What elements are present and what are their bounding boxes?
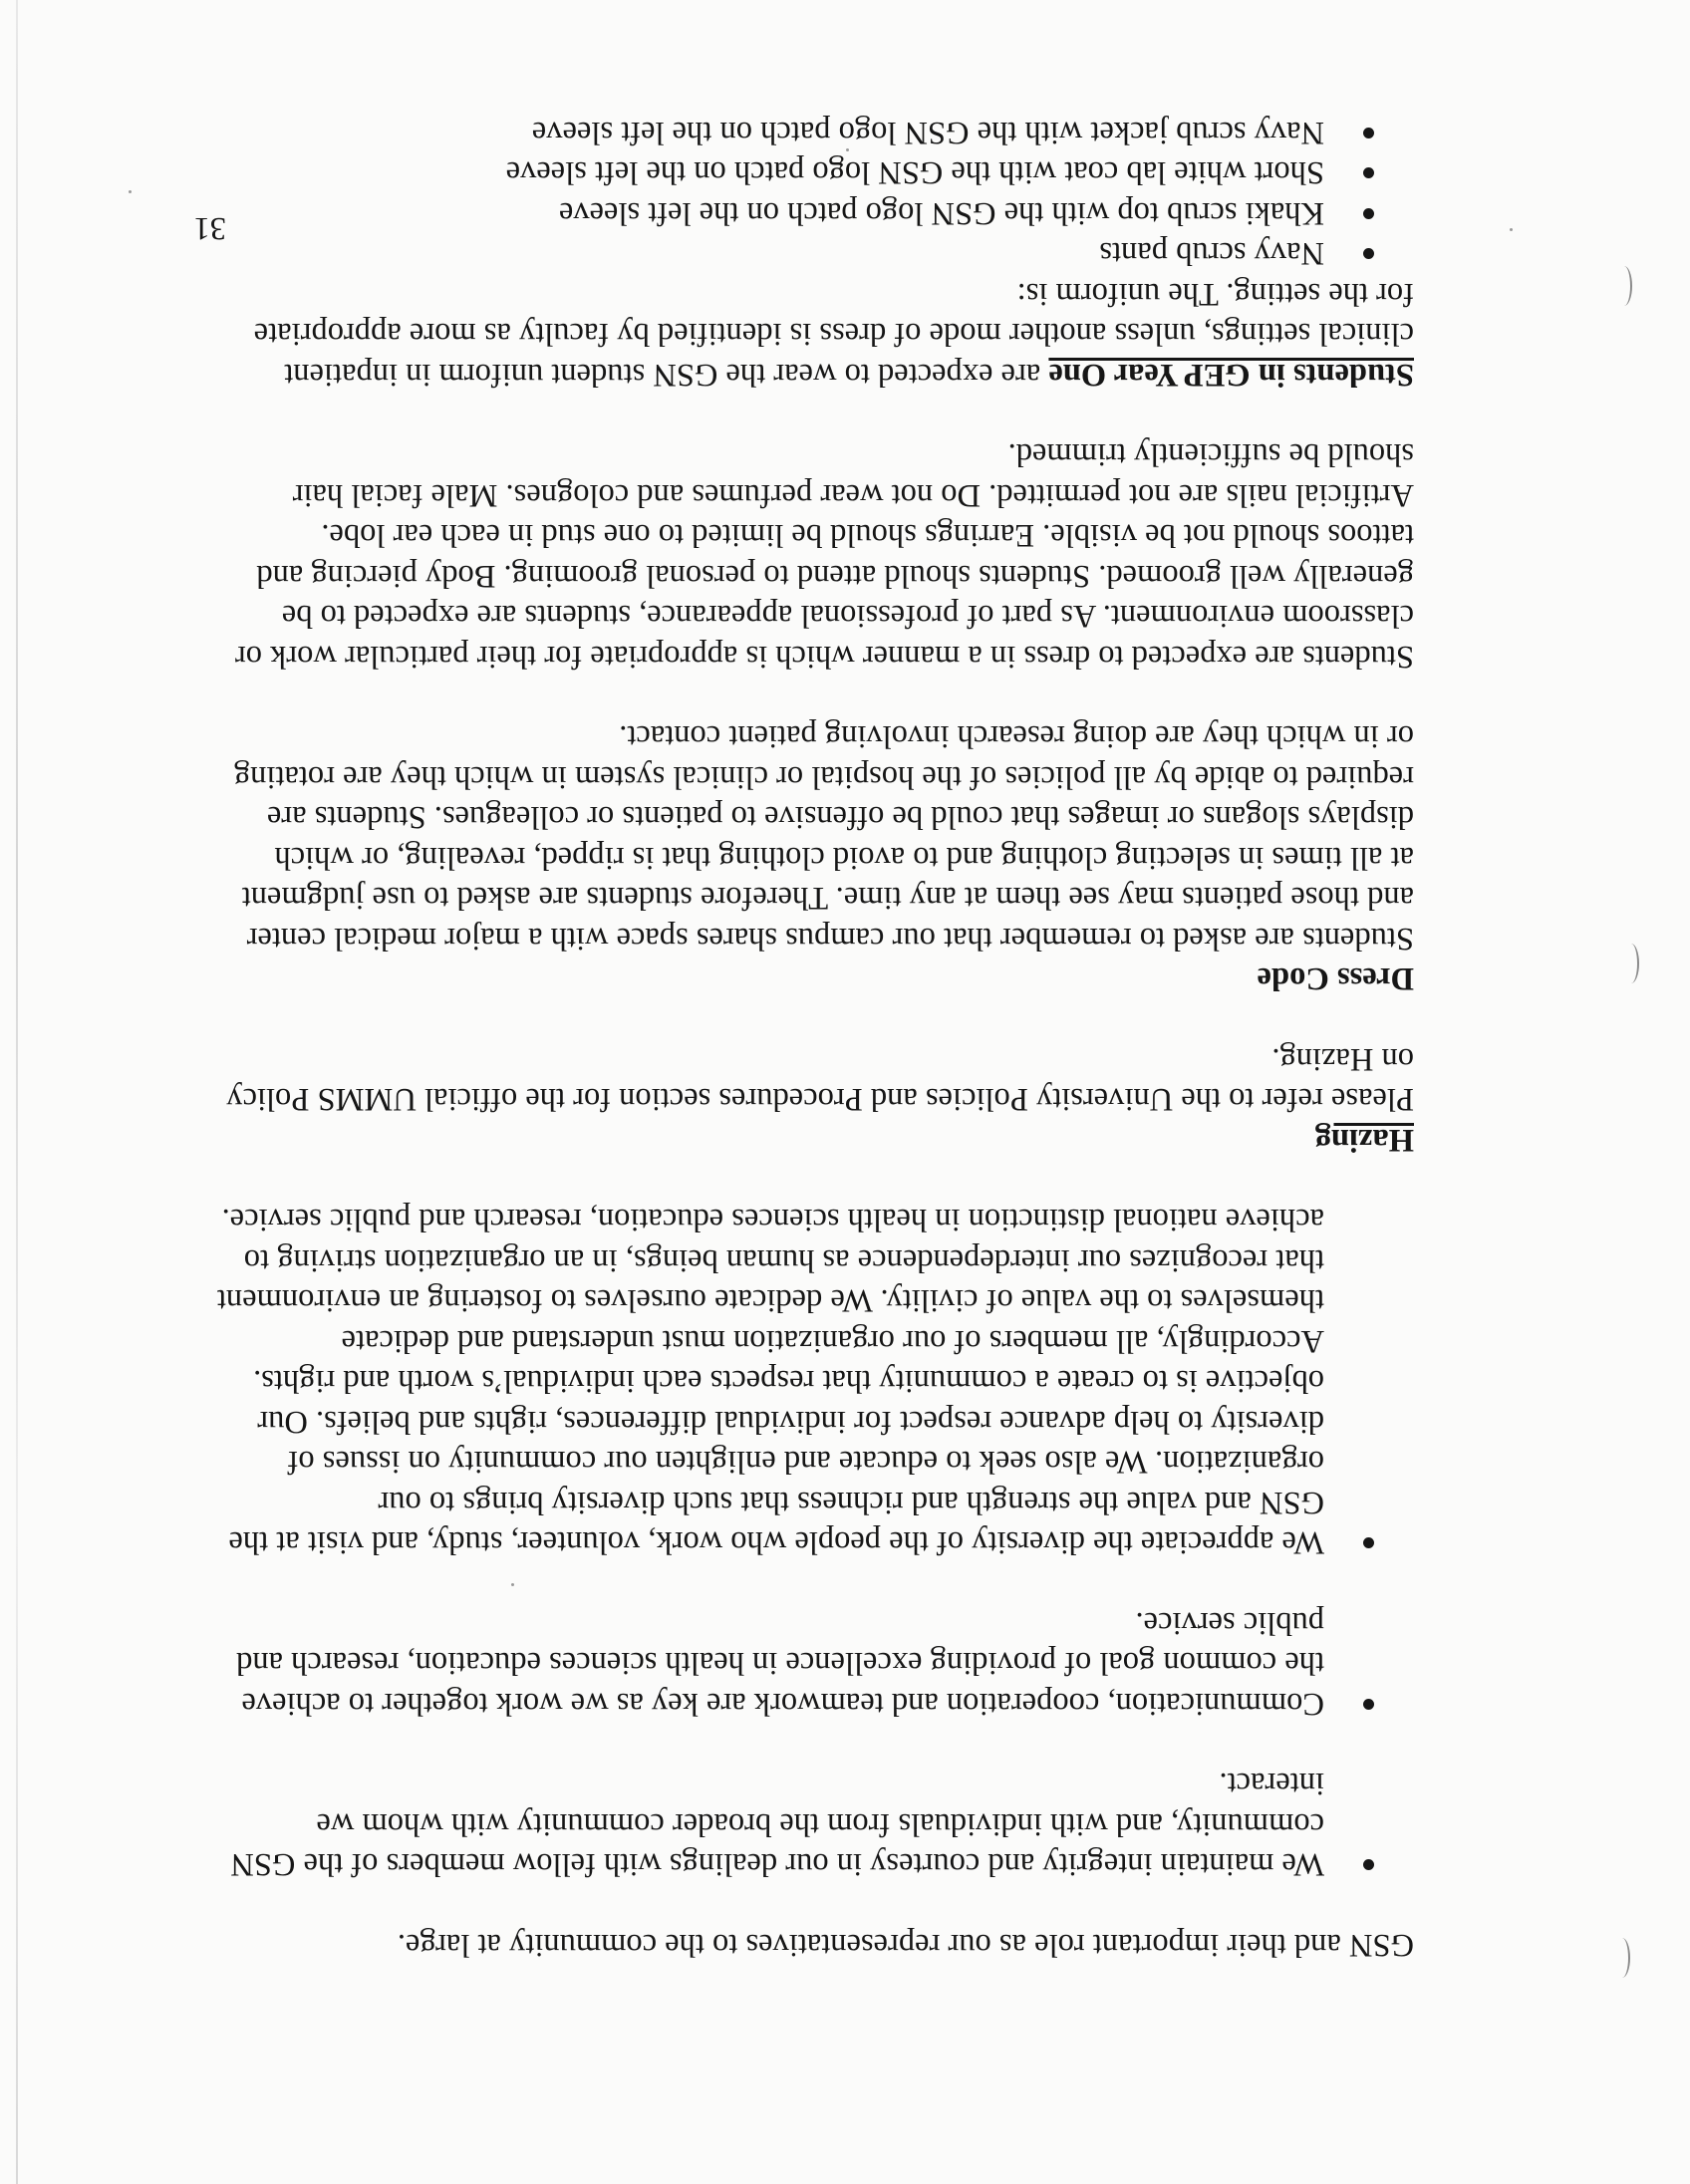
list-item-text: Khaki scrub top with the GSN logo patch on the left sleeve — [558, 195, 1324, 231]
list-item — [213, 113, 1414, 153]
intro-text: GSN and their important role as our representatives to the community at large. — [397, 1927, 1414, 1963]
bullet-icon — [1363, 168, 1374, 179]
bullet-icon — [1363, 249, 1374, 260]
scan-mark — [1616, 266, 1632, 306]
dress-code-paragraph-3-text: are expected to wear the GSN student uniform in inpatient clinical settings, unless another mode of dress is identified by faculty as more appropriate for the setting. The uniform is: — [253, 276, 1414, 393]
dress-code-paragraph-3 — [213, 274, 1414, 396]
scan-mark — [1614, 1938, 1630, 1978]
list-item — [213, 1764, 1414, 1885]
list-item — [213, 1200, 1414, 1563]
dress-code-paragraph-2: Students are expected to dress in a manner which is appropriate for their particular work or classroom environment. As part of professional appearance, students are expected to be generally well groomed. Students should attend to personal grooming. Body piercing and tattoos should not be visible. Earrings should be limited to one stud in each ear lobe. Artificial nails are not permitted. Do not wear perfumes and colognes. Male facial hair should be sufficiently trimmed. — [234, 436, 1414, 675]
dress-code-heading: Dress Code — [1257, 960, 1414, 997]
scan-speck — [1510, 228, 1513, 231]
list-item-text: Navy scrub pants — [1099, 235, 1324, 272]
hazing-text: Please refer to the University Policies and Procedures section for the official UMMS Policy on Hazing. — [226, 1041, 1414, 1118]
dress-code-paragraph-1: Students are asked to remember that our campus shares space with a major medical center and those patients may see them at any time. Therefore students are asked to use judgment at all times in selecting clothing and to avoid clothing that is ripped, revealing, or which displays slogans or images that could be offensive to patients or colleagues. Students are required to abide by all policies of the hospital or clinical system in which they are rotating or in which they are doing research involving patient contact. — [233, 718, 1414, 956]
list-item-text: We appreciate the diversity of the people who work, volunteer, study, and visit at the GSN and value the strength and richness that such diversity brings to our organization. We also seek to educate and enlighten our community on issues of diversity to help advance respect for individual differences, rights and beliefs. Our objective is to create a community that respects each individual’s worth and rights. Accordingly, all members of our organization must understand and dedicate themselves to the value of civility. We dedicate ourselves to fostering an environment that recognizes our interdependence as human beings, in an organization striving to achieve national distinction in health sciences education, research and public service. — [216, 1202, 1324, 1561]
uniform-list — [213, 113, 1414, 274]
list-item-text: Navy scrub jacket with the GSN logo patch on the left sleeve — [531, 115, 1324, 150]
bullet-icon — [1363, 1860, 1374, 1871]
scan-speck — [129, 190, 132, 193]
bullet-icon — [1363, 128, 1374, 138]
bullet-icon — [1363, 208, 1374, 219]
list-item — [213, 152, 1414, 193]
document-body — [213, 113, 1414, 1966]
list-item — [213, 193, 1414, 234]
list-item — [213, 1603, 1414, 1725]
bullet-icon — [1363, 1538, 1374, 1549]
gep-year-one-label: Students in GEP Year One — [1048, 357, 1414, 393]
list-item-text: Short white lab coat with the GSN logo patch on the left sleeve — [505, 154, 1324, 191]
hazing-heading: Hazing — [1314, 1122, 1414, 1158]
bullet-icon — [1363, 1699, 1374, 1710]
scan-mark — [1623, 944, 1639, 983]
list-item-text: We maintain integrity and courtesy in our dealings with fellow members of the GSN community, and with individuals from the broader community with whom we interact. — [230, 1766, 1324, 1883]
list-item — [213, 233, 1414, 274]
values-list — [213, 1200, 1414, 1885]
list-item-text: Communication, cooperation and teamwork are key as we work together to achieve the common goal of providing excellence in health sciences education, research and public service. — [236, 1605, 1324, 1722]
page-number: 31 — [193, 210, 226, 246]
scan-edge-shadow — [16, 0, 18, 2184]
